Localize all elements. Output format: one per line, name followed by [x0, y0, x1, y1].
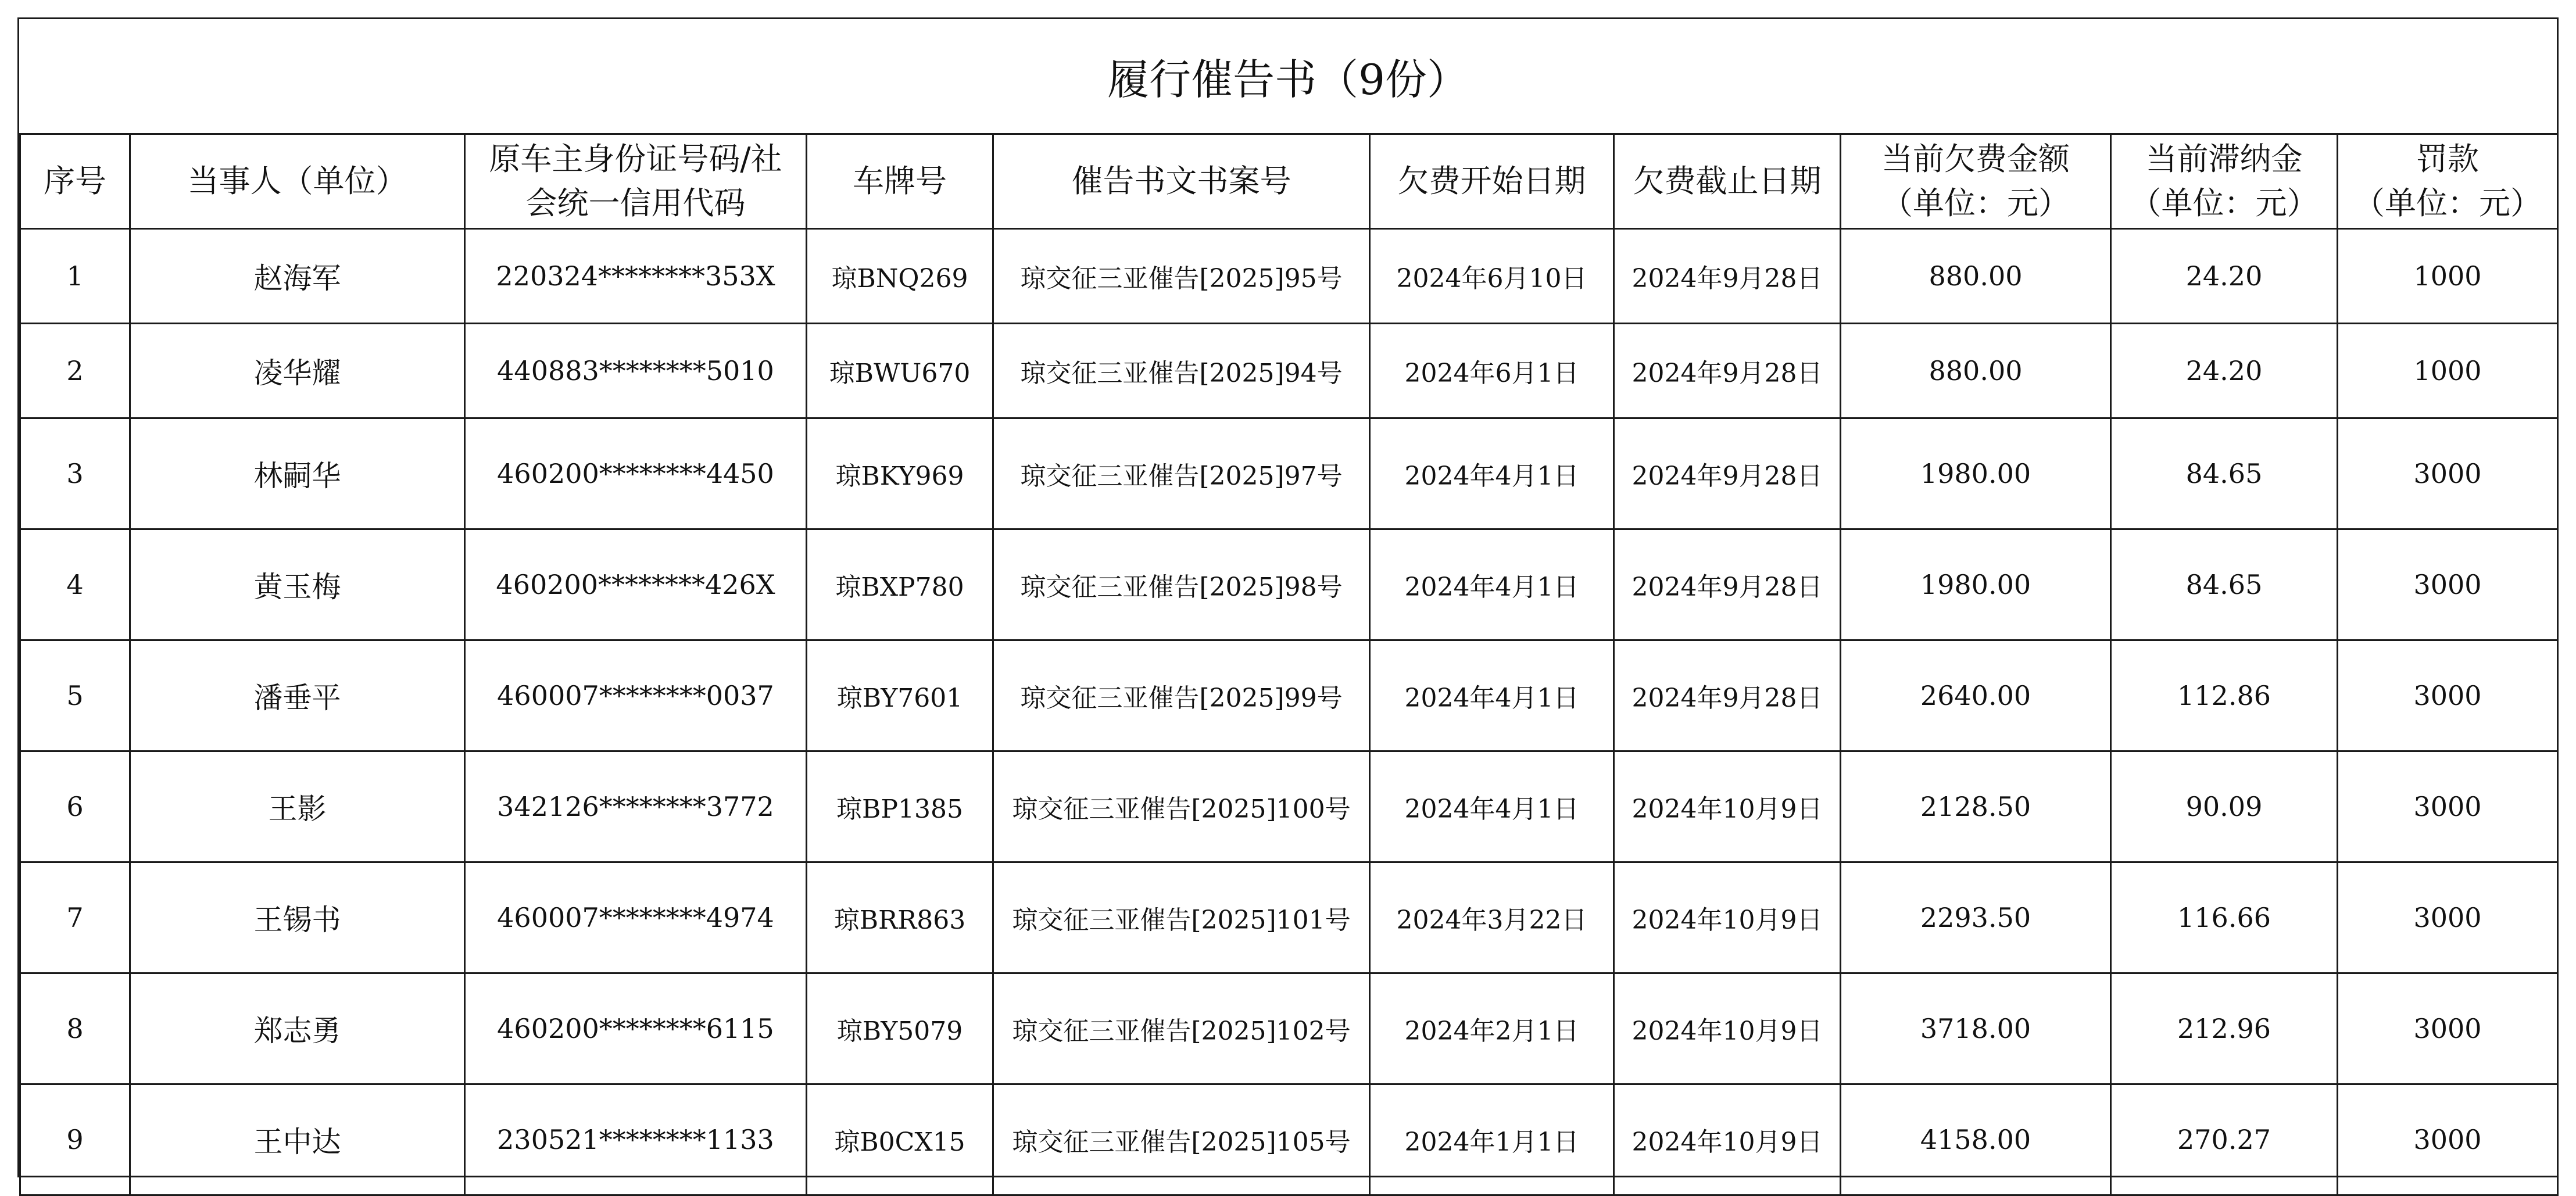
header-id: [465, 134, 807, 229]
cell-id: 440883********5010: [465, 324, 807, 418]
cell-owed: 2293.50: [1841, 862, 2111, 973]
cell-fine: 3000: [2338, 529, 2558, 640]
table-row: [20, 324, 2558, 418]
table-row: [20, 1084, 2558, 1195]
cell-seq: 9: [20, 1084, 130, 1195]
notice-table: [19, 133, 2559, 1196]
cell-late-fee: 84.65: [2111, 529, 2338, 640]
table-row: [20, 529, 2558, 640]
cell-end-date: 2024年9月28日: [1614, 640, 1841, 751]
cell-plate: 琼BXP780: [807, 529, 993, 640]
cell-plate: 琼BWU670: [807, 324, 993, 418]
cell-fine: 3000: [2338, 640, 2558, 751]
cell-id: 460007********0037: [465, 640, 807, 751]
cell-end-date: 2024年10月9日: [1614, 1084, 1841, 1195]
header-owed: [1841, 134, 2111, 229]
cell-case-no: 琼交征三亚催告[2025]94号: [993, 324, 1370, 418]
cell-owed: 3718.00: [1841, 973, 2111, 1084]
header-plate: 车牌号: [807, 134, 993, 229]
header-owed-line2: （单位：元）: [1881, 185, 2070, 221]
cell-plate: 琼BKY969: [807, 418, 993, 529]
cell-start-date: 2024年4月1日: [1370, 418, 1614, 529]
header-end-date: 欠费截止日期: [1614, 134, 1841, 229]
cell-start-date: 2024年1月1日: [1370, 1084, 1614, 1195]
cell-plate: 琼BNQ269: [807, 229, 993, 324]
table-row: [20, 229, 2558, 324]
cell-party: 王影: [130, 751, 465, 862]
cell-case-no: 琼交征三亚催告[2025]95号: [993, 229, 1370, 324]
cell-case-no: 琼交征三亚催告[2025]102号: [993, 973, 1370, 1084]
cell-party: 潘垂平: [130, 640, 465, 751]
cell-owed: 1980.00: [1841, 529, 2111, 640]
table-row: [20, 862, 2558, 973]
cell-seq: 3: [20, 418, 130, 529]
cell-owed: 2128.50: [1841, 751, 2111, 862]
cell-case-no: 琼交征三亚催告[2025]101号: [993, 862, 1370, 973]
cell-fine: 3000: [2338, 751, 2558, 862]
cell-party: 王锡书: [130, 862, 465, 973]
cell-id: 460200********6115: [465, 973, 807, 1084]
cell-owed: 4158.00: [1841, 1084, 2111, 1195]
cell-party: 林嗣华: [130, 418, 465, 529]
header-late-line1: 当前滞纳金: [2145, 141, 2303, 177]
header-party: 当事人（单位）: [130, 134, 465, 229]
cell-case-no: 琼交征三亚催告[2025]97号: [993, 418, 1370, 529]
table-row: [20, 973, 2558, 1084]
cell-id: 460200********4450: [465, 418, 807, 529]
cell-start-date: 2024年4月1日: [1370, 751, 1614, 862]
cell-owed: 1980.00: [1841, 418, 2111, 529]
cell-fine: 3000: [2338, 418, 2558, 529]
cell-party: 黄玉梅: [130, 529, 465, 640]
header-late-line2: （单位：元）: [2130, 185, 2319, 221]
cell-party: 凌华耀: [130, 324, 465, 418]
cell-case-no: 琼交征三亚催告[2025]98号: [993, 529, 1370, 640]
cell-id: 342126********3772: [465, 751, 807, 862]
cell-end-date: 2024年9月28日: [1614, 529, 1841, 640]
cell-seq: 5: [20, 640, 130, 751]
cell-plate: 琼BY7601: [807, 640, 993, 751]
cell-late-fee: 90.09: [2111, 751, 2338, 862]
header-late-fee: [2111, 134, 2338, 229]
cell-owed: 2640.00: [1841, 640, 2111, 751]
cell-fine: 3000: [2338, 862, 2558, 973]
document-page: [17, 17, 2559, 1177]
cell-owed: 880.00: [1841, 229, 2111, 324]
cell-party: 王中达: [130, 1084, 465, 1195]
table-row: [20, 418, 2558, 529]
cell-fine: 1000: [2338, 324, 2558, 418]
cell-owed: 880.00: [1841, 324, 2111, 418]
cell-case-no: 琼交征三亚催告[2025]100号: [993, 751, 1370, 862]
page-title: 履行催告书（9份）: [1107, 55, 1469, 104]
cell-plate: 琼B0CX15: [807, 1084, 993, 1195]
header-id-line1: 原车主身份证号码/社: [489, 141, 782, 177]
cell-late-fee: 112.86: [2111, 640, 2338, 751]
table-header-row: [20, 134, 2558, 229]
cell-start-date: 2024年2月1日: [1370, 973, 1614, 1084]
cell-seq: 8: [20, 973, 130, 1084]
cell-start-date: 2024年6月10日: [1370, 229, 1614, 324]
header-owed-line1: 当前欠费金额: [1881, 141, 2070, 177]
cell-fine: 1000: [2338, 229, 2558, 324]
cell-end-date: 2024年9月28日: [1614, 324, 1841, 418]
cell-case-no: 琼交征三亚催告[2025]105号: [993, 1084, 1370, 1195]
cell-plate: 琼BP1385: [807, 751, 993, 862]
cell-plate: 琼BRR863: [807, 862, 993, 973]
cell-end-date: 2024年9月28日: [1614, 418, 1841, 529]
cell-end-date: 2024年10月9日: [1614, 973, 1841, 1084]
cell-end-date: 2024年10月9日: [1614, 751, 1841, 862]
cell-start-date: 2024年4月1日: [1370, 529, 1614, 640]
cell-late-fee: 24.20: [2111, 229, 2338, 324]
cell-seq: 7: [20, 862, 130, 973]
cell-seq: 2: [20, 324, 130, 418]
cell-seq: 1: [20, 229, 130, 324]
cell-end-date: 2024年9月28日: [1614, 229, 1841, 324]
cell-late-fee: 84.65: [2111, 418, 2338, 529]
cell-end-date: 2024年10月9日: [1614, 862, 1841, 973]
table-row: [20, 640, 2558, 751]
cell-seq: 6: [20, 751, 130, 862]
cell-plate: 琼BY5079: [807, 973, 993, 1084]
cell-case-no: 琼交征三亚催告[2025]99号: [993, 640, 1370, 751]
header-fine-line1: 罚款: [2416, 141, 2479, 177]
cell-id: 220324********353X: [465, 229, 807, 324]
header-case-no: 催告书文书案号: [993, 134, 1370, 229]
header-fine: [2338, 134, 2558, 229]
cell-late-fee: 24.20: [2111, 324, 2338, 418]
cell-start-date: 2024年4月1日: [1370, 640, 1614, 751]
cell-id: 460200********426X: [465, 529, 807, 640]
header-start-date: 欠费开始日期: [1370, 134, 1614, 229]
cell-late-fee: 116.66: [2111, 862, 2338, 973]
cell-id: 230521********1133: [465, 1084, 807, 1195]
cell-start-date: 2024年6月1日: [1370, 324, 1614, 418]
cell-seq: 4: [20, 529, 130, 640]
header-seq: 序号: [20, 134, 130, 229]
table-row: [20, 751, 2558, 862]
cell-party: 赵海军: [130, 229, 465, 324]
cell-start-date: 2024年3月22日: [1370, 862, 1614, 973]
cell-party: 郑志勇: [130, 973, 465, 1084]
header-id-line2: 会统一信用代码: [525, 185, 746, 221]
cell-late-fee: 270.27: [2111, 1084, 2338, 1195]
cell-fine: 3000: [2338, 1084, 2558, 1195]
cell-id: 460007********4974: [465, 862, 807, 973]
cell-late-fee: 212.96: [2111, 973, 2338, 1084]
cell-fine: 3000: [2338, 973, 2558, 1084]
header-fine-line2: （单位：元）: [2353, 185, 2542, 221]
